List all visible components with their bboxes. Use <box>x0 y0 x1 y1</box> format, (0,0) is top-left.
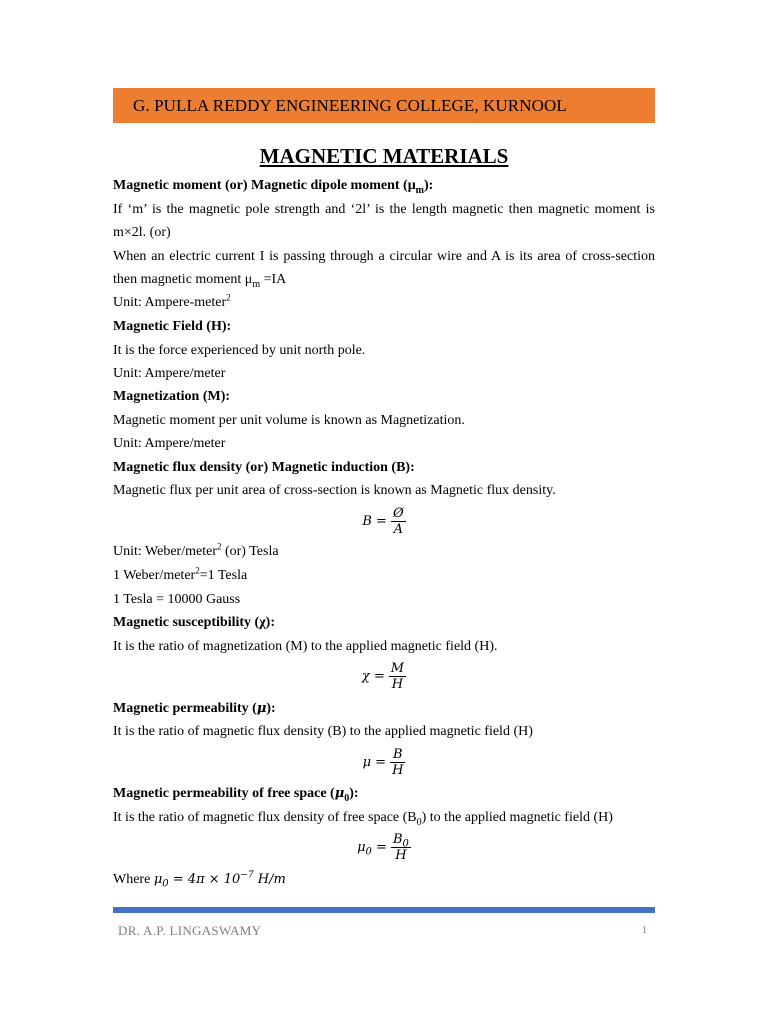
heading-magnetic-moment: Magnetic moment (or) Magnetic dipole moment $(\mu_m)$: <box>113 178 434 196</box>
free-space-constant: Where $\mu_0 = 4\pi \times 10^{-7}$ H/m <box>113 870 286 890</box>
heading-magnetization: Magnetization (M): <box>113 389 231 404</box>
moment-paragraph-1-line-1: If ‘m’ is the magnetic pole strength and ‘2l’ is the length magnetic then magnetic moment is <box>113 202 655 217</box>
equation-susceptibility: χ = $\frac{M}{H}$ <box>361 661 405 692</box>
heading-permeability-free-space: Magnetic permeability of free space $(\mu_0)$: <box>113 786 359 804</box>
permeability-definition: It is the ratio of magnetic flux density (B) to the applied magnetic field (H) <box>113 724 533 739</box>
college-header-band <box>113 88 655 123</box>
equation-permeability: μ = $\frac{B}{H}$ <box>362 747 404 778</box>
free-space-definition: It is the ratio of magnetic flux density of free space $(B_0)$ to the applied magnetic field (H) <box>113 810 613 828</box>
footer-divider-bar <box>113 907 655 913</box>
heading-magnetic-field: Magnetic Field (H): <box>113 319 232 334</box>
moment-paragraph-1-line-2: m×2l. (or) <box>113 225 171 240</box>
field-definition: It is the force experienced by unit north pole. <box>113 343 366 358</box>
footer-author: DR. A.P. LINGASWAMY <box>118 923 262 938</box>
magnetization-unit: Unit: Ampere/meter <box>113 436 226 451</box>
equation-flux-density: B = $\frac{Ø}{A}$ <box>362 506 404 537</box>
heading-permeability: Magnetic permeability (μ): <box>113 701 276 716</box>
flux-unit: Unit: Weber/meter$^2$ (or) Tesla <box>113 541 279 559</box>
heading-susceptibility: Magnetic susceptibility (χ): <box>113 615 275 630</box>
magnetization-definition: Magnetic moment per unit volume is known as Magnetization. <box>113 413 465 428</box>
flux-relation-tesla-gauss: 1 Tesla = 10000 Gauss <box>113 592 241 607</box>
flux-definition: Magnetic flux per unit area of cross-section is known as Magnetic flux density. <box>113 483 556 498</box>
moment-paragraph-2-line-2: then magnetic moment $\mu_m =IA$ <box>113 272 287 290</box>
page-number: 1 <box>642 925 647 936</box>
field-unit: Unit: Ampere/meter <box>113 366 226 381</box>
moment-paragraph-2-line-1: When an electric current I is passing through a circular wire and A is its area of cross-section <box>113 249 655 264</box>
heading-flux-density: Magnetic flux density (or) Magnetic induction (B): <box>113 460 415 475</box>
equation-free-space-permeability: $\mu_0$ = $\frac{B_0}{H}$ <box>357 832 409 863</box>
page-title: MAGNETIC MATERIALS <box>259 144 509 168</box>
flux-relation-weber-tesla: 1 Weber/meter$^2$=1 Tesla <box>113 565 248 583</box>
college-name: G. PULLA REDDY ENGINEERING COLLEGE, KURNOOL <box>133 95 567 115</box>
moment-unit: Unit: Ampere-meter$^2$ <box>113 292 231 310</box>
susceptibility-definition: It is the ratio of magnetization (M) to the applied magnetic field (H). <box>113 639 498 654</box>
